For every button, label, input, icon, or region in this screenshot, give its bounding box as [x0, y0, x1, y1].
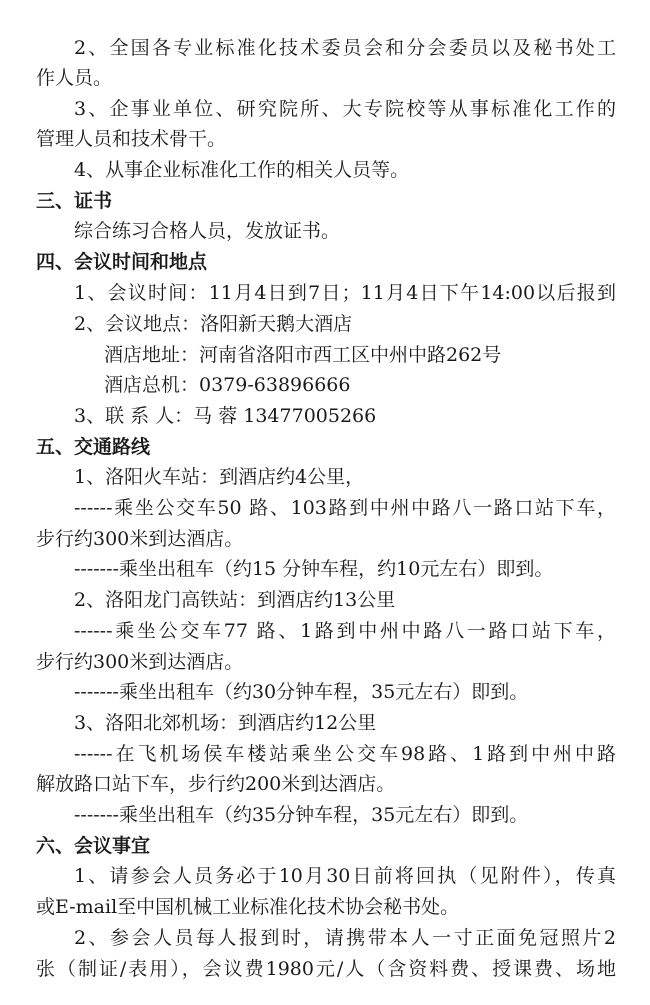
- text-line: 2、会议地点：洛阳新天鹅大酒店: [74, 313, 353, 335]
- text-line: 管理人员和技术骨干。: [36, 128, 227, 150]
- text-line: 3、联 系 人：马 蓉 13477005266: [74, 405, 377, 427]
- text-line: 2、全国各专业标准化技术委员会和分会委员以及秘书处工: [74, 37, 616, 59]
- text-line: 解放路口站下车，步行约200米到达酒店。: [36, 773, 396, 795]
- text-line: -------乘坐出租车（约35分钟车程，35元左右）即到。: [74, 804, 529, 826]
- section-heading: 六、会议事宜: [36, 835, 151, 857]
- text-line: ------乘坐公交车77 路、1路到中州中路八一路口站下车，: [74, 620, 616, 642]
- text-line: 综合练习合格人员，发放证书。: [74, 220, 341, 242]
- text-line: 3、洛阳北郊机场：到酒店约12公里: [74, 712, 377, 734]
- text-line: 酒店总机：0379-63896666: [104, 374, 351, 396]
- text-line: 或E-mail至中国机械工业标准化技术协会秘书处。: [36, 896, 460, 918]
- section-heading: 五、交通路线: [36, 436, 151, 458]
- text-line: -------乘坐出租车（约15 分钟车程，约10元左右）即到。: [74, 558, 554, 580]
- section-heading: 三、证书: [36, 190, 113, 212]
- text-line: ------乘坐公交车50 路、103路到中州中路八一路口站下车，: [74, 497, 616, 519]
- text-line: 1、会议时间：11月4日到7日；11月4日下午14:00以后报到: [74, 282, 616, 304]
- text-line: 作人员。: [36, 67, 113, 89]
- text-line: 1、洛阳火车站：到酒店约4公里，: [74, 466, 365, 488]
- text-line: 步行约300米到达酒店。: [36, 651, 244, 673]
- text-line: 张（制证/表用），会议费1980元/人（含资料费、授课费、场地: [36, 958, 616, 980]
- text-line: 酒店地址：河南省洛阳市西工区中州中路262号: [104, 344, 502, 366]
- text-line: -------乘坐出租车（约30分钟车程，35元左右）即到。: [74, 681, 529, 703]
- text-line: 步行约300米到达酒店。: [36, 528, 244, 550]
- text-line: 3、企事业单位、研究院所、大专院校等从事标准化工作的: [74, 98, 616, 120]
- text-line: 2、洛阳龙门高铁站：到酒店约13公里: [74, 589, 396, 611]
- text-line: 1、请参会人员务必于10月30日前将回执（见附件），传真: [74, 865, 616, 887]
- text-line: 4、从事企业标准化工作的相关人员等。: [74, 159, 410, 181]
- text-line: ------在飞机场侯车楼站乘坐公交车98路、1路到中州中路: [74, 743, 616, 765]
- text-line: 2、参会人员每人报到时，请携带本人一寸正面免冠照片2: [74, 927, 616, 949]
- section-heading: 四、会议时间和地点: [36, 251, 208, 273]
